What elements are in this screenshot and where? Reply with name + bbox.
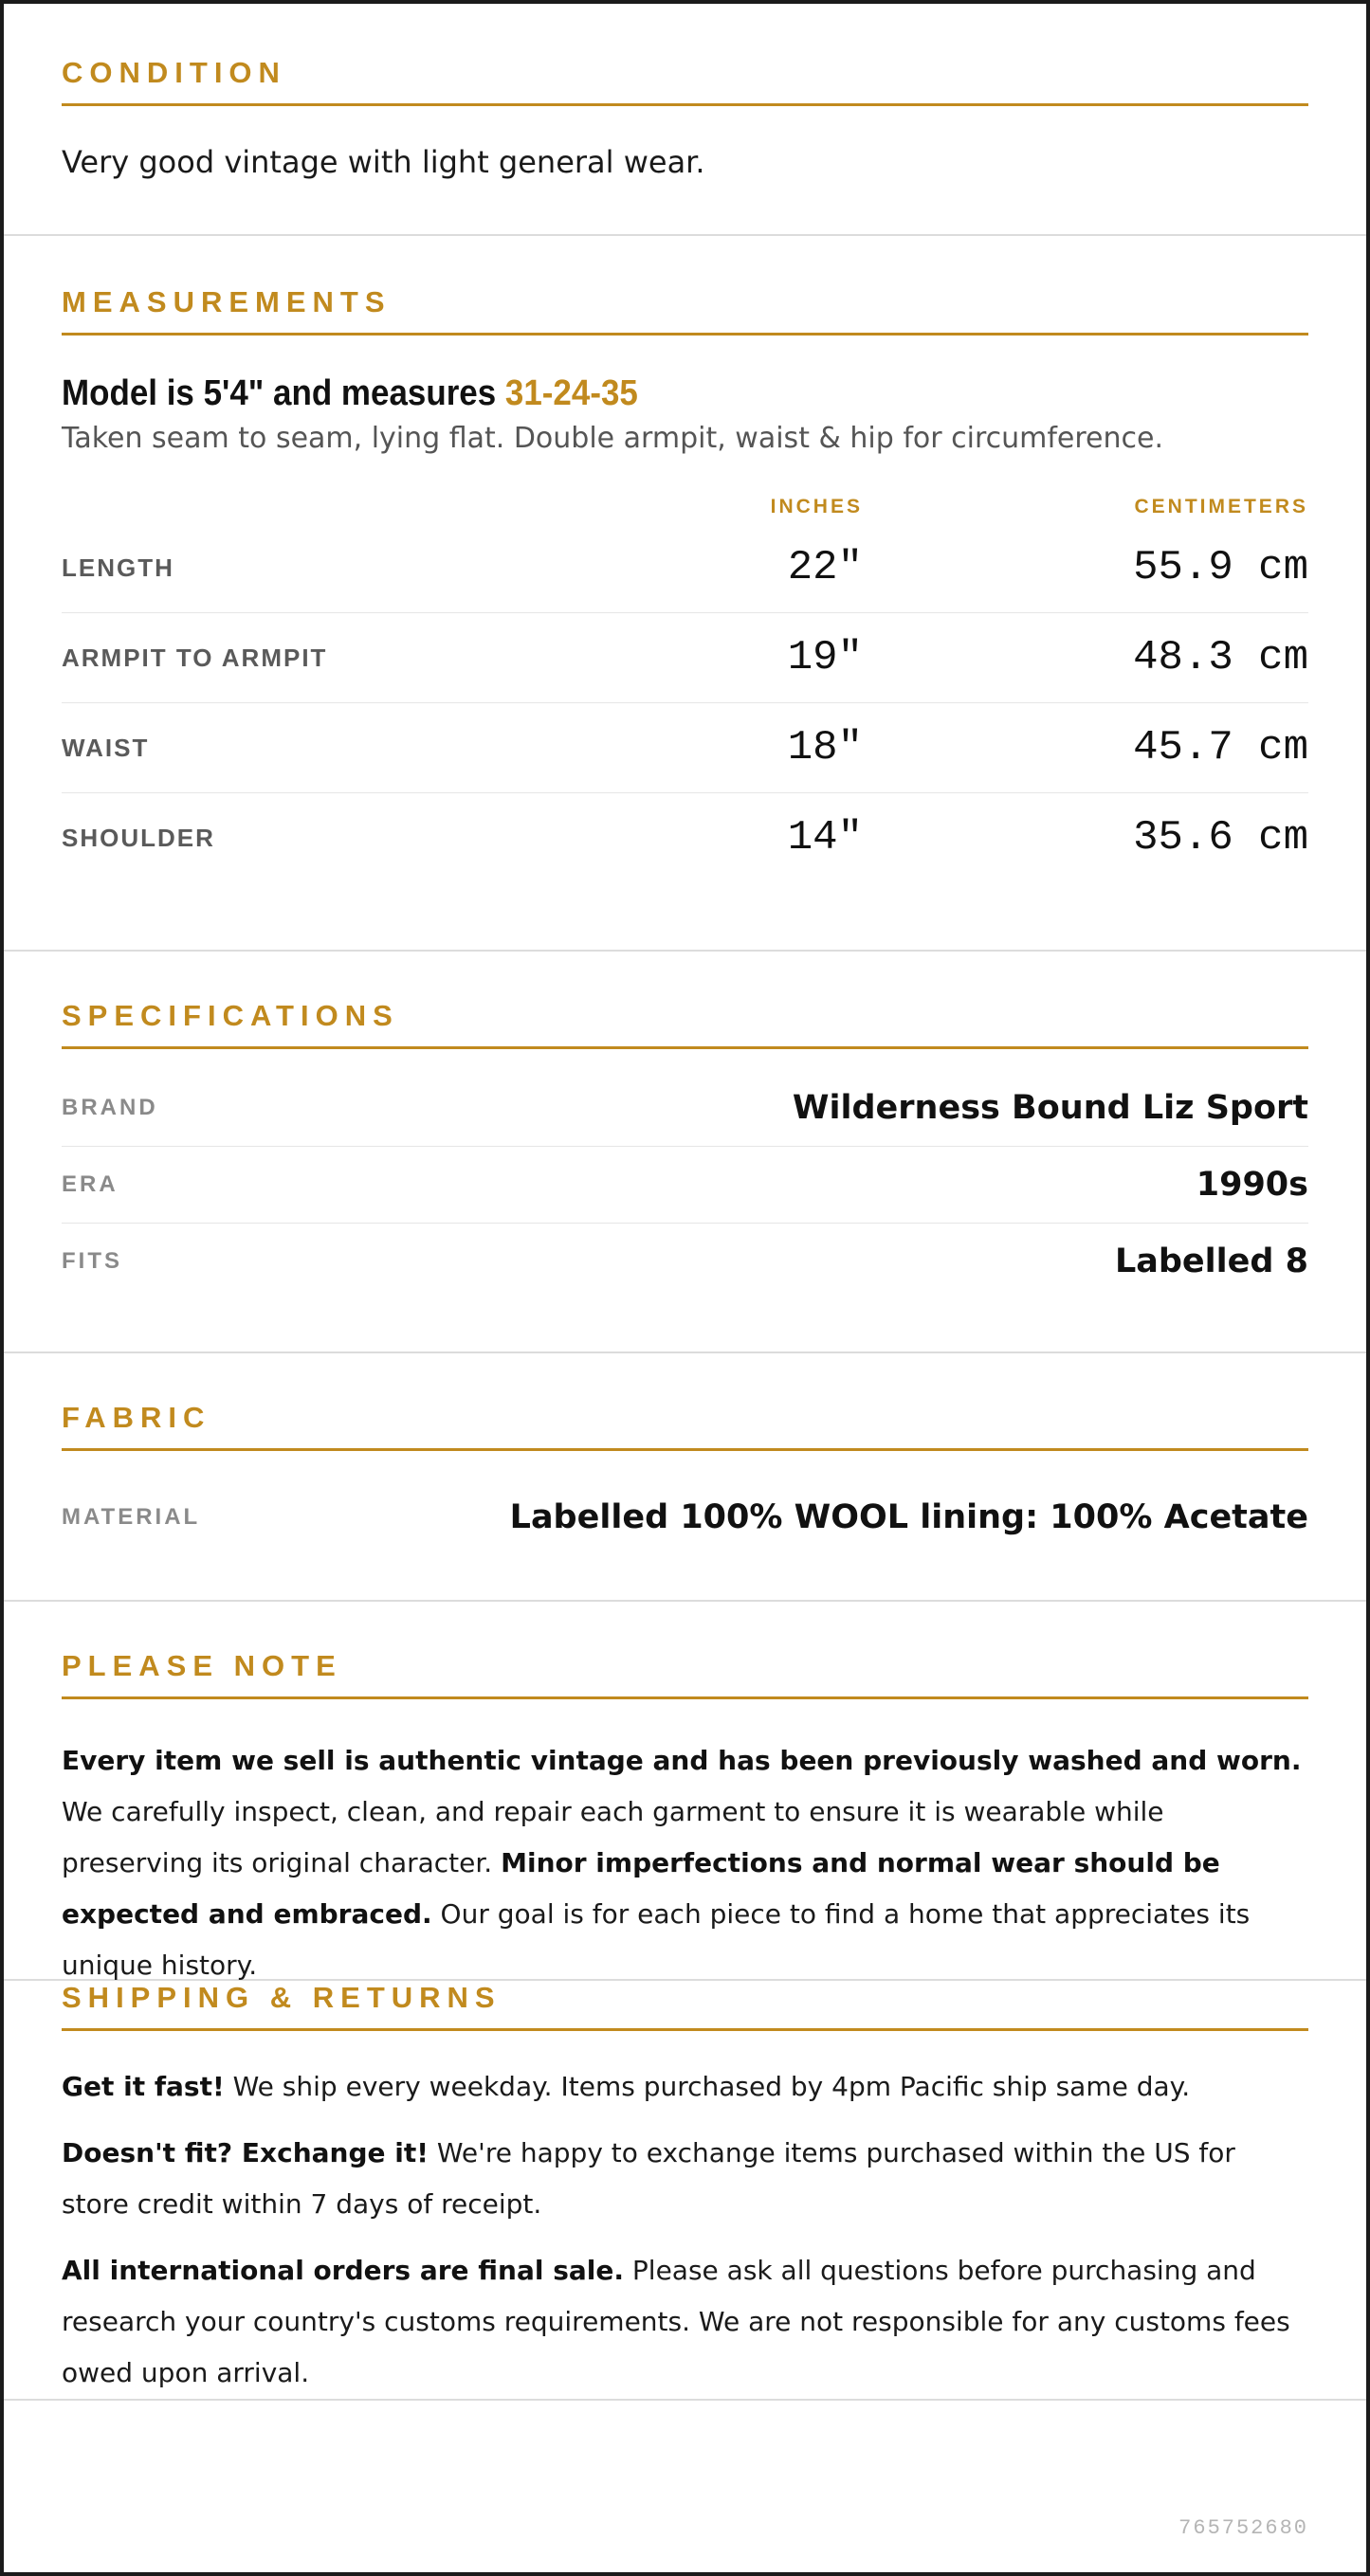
inches-header: INCHES bbox=[770, 496, 863, 517]
table-row bbox=[62, 1070, 1308, 1147]
exchange-bold: Doesn't fit? Exchange it! bbox=[62, 2137, 429, 2168]
shipping-content bbox=[62, 2061, 1308, 2399]
measurement-inches: 22" bbox=[787, 544, 863, 591]
measurement-label: LENGTH bbox=[62, 553, 174, 582]
international-text: Please ask all questions before purchasing and research your country's customs requirements. We are not responsible for any customs fees owed upon arrival. bbox=[62, 2255, 1290, 2388]
measurements-title: MEASUREMENTS bbox=[62, 285, 1308, 336]
table-row bbox=[62, 1479, 1308, 1555]
measurements-header bbox=[62, 491, 1308, 523]
shipping-text: We ship every weekday. Items purchased by 4pm Pacific ship same day. bbox=[224, 2071, 1191, 2102]
shipping-bold: Get it fast! bbox=[62, 2071, 225, 2102]
fabric-value: Labelled 100% WOOL lining: 100% Acetate bbox=[509, 1498, 1308, 1536]
specifications-table bbox=[62, 1070, 1308, 1299]
shipping-paragraph bbox=[62, 2061, 1308, 2113]
please-note-text bbox=[62, 1735, 1308, 1991]
spec-value: Labelled 8 bbox=[1114, 1243, 1308, 1280]
international-bold: All international orders are final sale. bbox=[62, 2255, 625, 2286]
spec-value: Wilderness Bound Liz Sport bbox=[792, 1089, 1308, 1127]
measurement-label: ARMPIT TO ARMPIT bbox=[62, 643, 328, 672]
centimeters-header: CENTIMETERS bbox=[1134, 496, 1308, 517]
spec-label: BRAND bbox=[62, 1095, 158, 1120]
exchange-text: We're happy to exchange items purchased within the US for store credit within 7 days of receipt. bbox=[62, 2137, 1235, 2220]
measurement-cm: 35.6 cm bbox=[1133, 814, 1308, 862]
table-row bbox=[62, 1147, 1308, 1224]
table-row bbox=[62, 793, 1308, 882]
spec-label: ERA bbox=[62, 1171, 119, 1197]
shipping-section bbox=[4, 1981, 1366, 2401]
table-row bbox=[62, 613, 1308, 703]
table-row bbox=[62, 1224, 1308, 1299]
exchange-paragraph bbox=[62, 2128, 1308, 2230]
specifications-title: SPECIFICATIONS bbox=[62, 999, 1308, 1049]
fabric-section bbox=[4, 1353, 1366, 1602]
note-text-2: Our goal is for each piece to find a home that appreciates its unique history. bbox=[62, 1898, 1251, 1981]
model-prefix: Model is 5'4" and measures bbox=[62, 373, 505, 413]
please-note-title: PLEASE NOTE bbox=[62, 1649, 1308, 1699]
fabric-title: FABRIC bbox=[62, 1401, 1308, 1451]
model-info bbox=[62, 373, 1209, 414]
note-bold-1: Every item we sell is authentic vintage and has been previously washed and worn. bbox=[62, 1745, 1302, 1776]
measurement-cm: 55.9 cm bbox=[1133, 544, 1308, 591]
measurement-cm: 45.7 cm bbox=[1133, 724, 1308, 771]
measurement-cm: 48.3 cm bbox=[1133, 634, 1308, 681]
model-measures: 31-24-35 bbox=[504, 373, 638, 413]
spec-value: 1990s bbox=[1196, 1166, 1308, 1204]
fabric-label: MATERIAL bbox=[62, 1504, 201, 1530]
condition-text: Very good vintage with light general wear. bbox=[62, 144, 705, 180]
product-id: 765752680 bbox=[1178, 2516, 1308, 2540]
measurement-label: SHOULDER bbox=[62, 823, 215, 852]
note-text-1: We carefully inspect, clean, and repair each garment to ensure it is wearable while preserving its original character. bbox=[62, 1796, 1164, 1878]
measurement-inches: 14" bbox=[787, 814, 863, 862]
note-bold-2: Minor imperfections and normal wear should be expected and embraced. bbox=[62, 1847, 1220, 1930]
spec-label: FITS bbox=[62, 1248, 122, 1274]
measurement-label: WAIST bbox=[62, 733, 150, 762]
table-row bbox=[62, 523, 1308, 613]
specifications-section bbox=[4, 952, 1366, 1353]
condition-title: CONDITION bbox=[62, 56, 1308, 106]
international-paragraph bbox=[62, 2245, 1308, 2399]
fabric-table bbox=[62, 1479, 1308, 1555]
condition-section bbox=[4, 4, 1366, 236]
measurement-note: Taken seam to seam, lying flat. Double armpit, waist & hip for circumference. bbox=[62, 422, 1164, 455]
please-note-section bbox=[4, 1602, 1366, 1981]
measurement-inches: 18" bbox=[787, 724, 863, 771]
table-row bbox=[62, 703, 1308, 793]
measurement-inches: 19" bbox=[787, 634, 863, 681]
measurements-section bbox=[4, 236, 1366, 952]
measurements-table bbox=[62, 491, 1308, 882]
shipping-title: SHIPPING & RETURNS bbox=[62, 1981, 1308, 2031]
